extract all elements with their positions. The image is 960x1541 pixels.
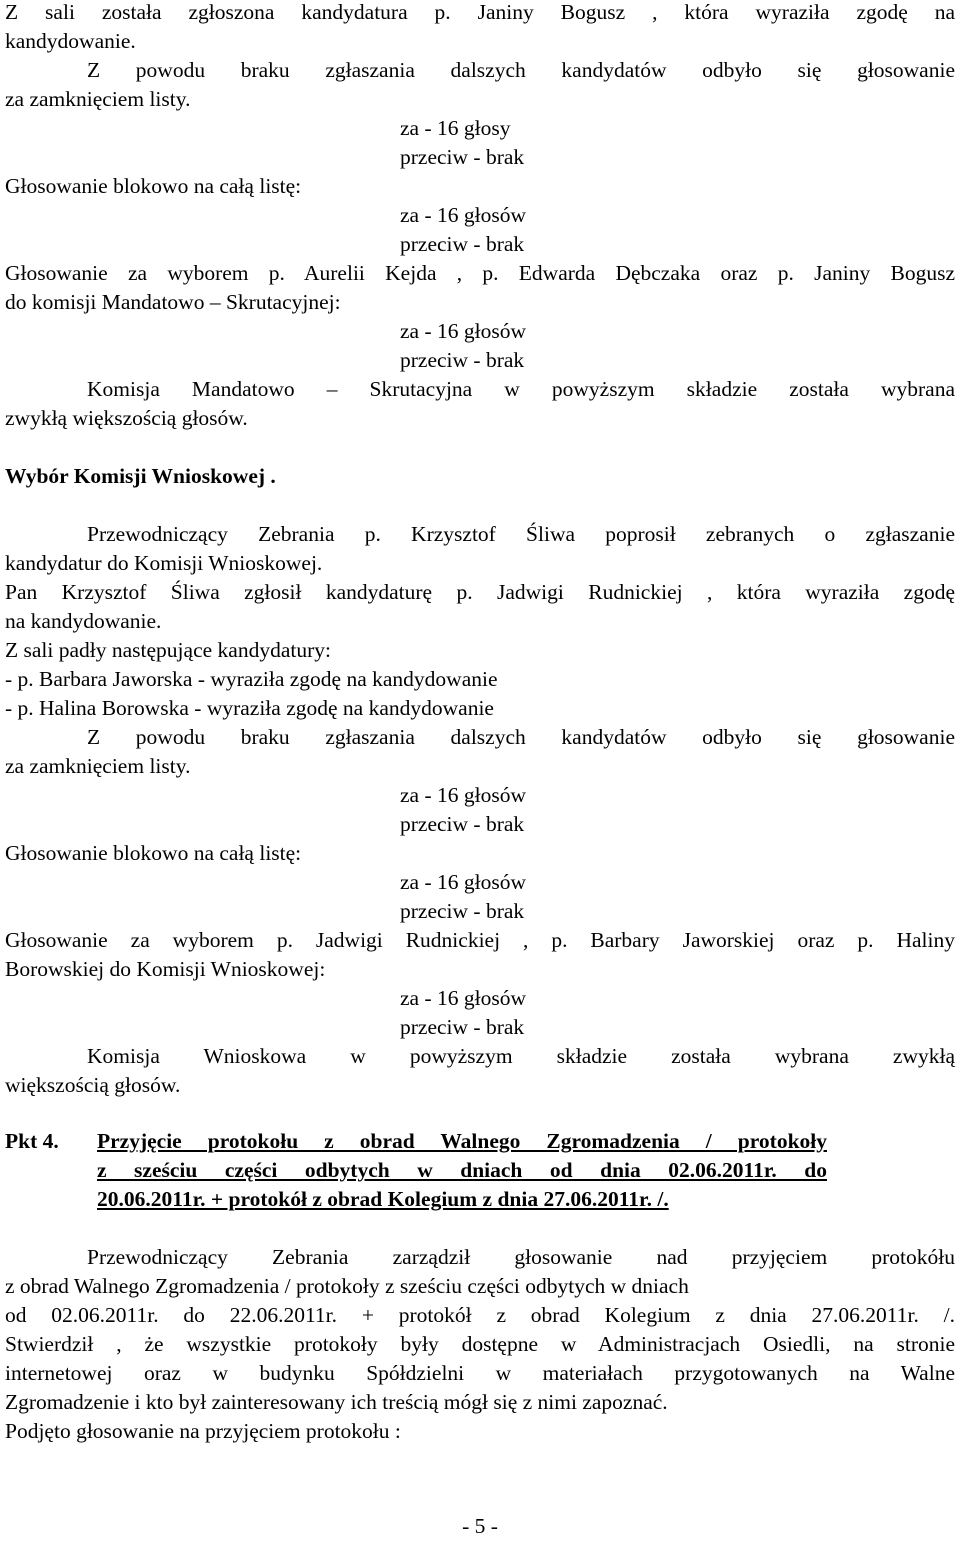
text-line: przeciw - brak [400,899,525,923]
text-line [5,433,955,462]
text-line: Stwierdził , że wszystkie protokoły były dostępne w Administracjach Osiedli, na stronie [5,1332,955,1356]
text-line: Pan Krzysztof Śliwa zgłosił kandydaturę p. Jadwigi Rudnickiej , która wyraziła zgodę [5,580,955,604]
text-line: kandydatur do Komisji Wnioskowej. [5,551,323,575]
text-line: Komisja Mandatowo – Skrutacyjna w powyższym składzie została wybrana [87,377,955,401]
text-line: Z sali padły następujące kandydatury: [5,638,331,662]
text-line: za - 16 głosów [400,783,526,807]
text-line: za - 16 głosów [400,870,526,894]
text-line: - p. Halina Borowska - wyraziła zgodę na kandydowanie [5,696,494,720]
text-line: przeciw - brak [400,1015,525,1039]
text-line: Głosowanie blokowo na całą listę: [5,174,302,198]
text-line: Z powodu braku zgłaszania dalszych kandydatów odbyło się głosowanie [87,725,955,749]
section-title-line: 20.06.2011r. + protokół z obrad Kolegium z dnia 27.06.2011r. /. [97,1187,669,1211]
text-line: za - 16 głosy [400,116,511,140]
section-title-line: Przyjęcie protokołu z obrad Walnego Zgromadzenia / protokoły [97,1129,827,1153]
text-line: Podjęto głosowanie na przyjęciem protokołu : [5,1419,401,1443]
text-line: Komisja Wnioskowa w powyższym składzie została wybrana zwykłą [87,1044,955,1068]
text-line [5,491,955,520]
text-line: za - 16 głosów [400,319,526,343]
text-line: za - 16 głosów [400,986,526,1010]
section-number: Pkt 4. [5,1129,59,1153]
text-line: za zamknięciem listy. [5,87,191,111]
text-line: Z sali została zgłoszona kandydatura p. Janiny Bogusz , która wyraziła zgodę na [5,0,955,24]
text-line: do komisji Mandatowo – Skrutacyjnej: [5,290,341,314]
text-line: zwykłą większością głosów. [5,406,248,430]
text-line: kandydowanie. [5,29,136,53]
text-line: Głosowanie za wyborem p. Aurelii Kejda , p. Edwarda Dębczaka oraz p. Janiny Bogusz [5,261,955,285]
text-line: przeciw - brak [400,348,525,372]
text-line: Borowskiej do Komisji Wnioskowej: [5,957,326,981]
text-line: za zamknięciem listy. [5,754,191,778]
text-line: Głosowanie blokowo na całą listę: [5,841,302,865]
text-line: przeciw - brak [400,812,525,836]
text-line: na kandydowanie. [5,609,162,633]
text-line: Przewodniczący Zebrania p. Krzysztof Śliwa poprosił zebranych o zgłaszanie [87,522,955,546]
text-line: Wybór Komisji Wnioskowej . [5,464,276,488]
text-line: przeciw - brak [400,145,525,169]
text-line: większością głosów. [5,1073,181,1097]
text-line: Głosowanie za wyborem p. Jadwigi Rudnickiej , p. Barbary Jaworskiej oraz p. Haliny [5,928,955,952]
text-line: Przewodniczący Zebrania zarządził głosowanie nad przyjęciem protokółu [87,1245,955,1269]
text-line: przeciw - brak [400,232,525,256]
section-title-line: z sześciu części odbytych w dniach od dnia 02.06.2011r. do [97,1158,827,1182]
page-number: - 5 - [462,1514,498,1538]
text-line: za - 16 głosów [400,203,526,227]
text-line: z obrad Walnego Zgromadzenia / protokoły z sześciu części odbytych w dniach [5,1274,689,1298]
text-line: Zgromadzenie i kto był zainteresowany ich treścią mógł się z nimi zapoznać. [5,1390,668,1414]
text-line: od 02.06.2011r. do 22.06.2011r. + protokół z obrad Kolegium z dnia 27.06.2011r. /. [5,1303,955,1327]
text-line: internetowej oraz w budynku Spółdzielni w materiałach przygotowanych na Walne [5,1361,955,1385]
text-line: Z powodu braku zgłaszania dalszych kandydatów odbyło się głosowanie [87,58,955,82]
text-line: - p. Barbara Jaworska - wyraziła zgodę na kandydowanie [5,667,498,691]
